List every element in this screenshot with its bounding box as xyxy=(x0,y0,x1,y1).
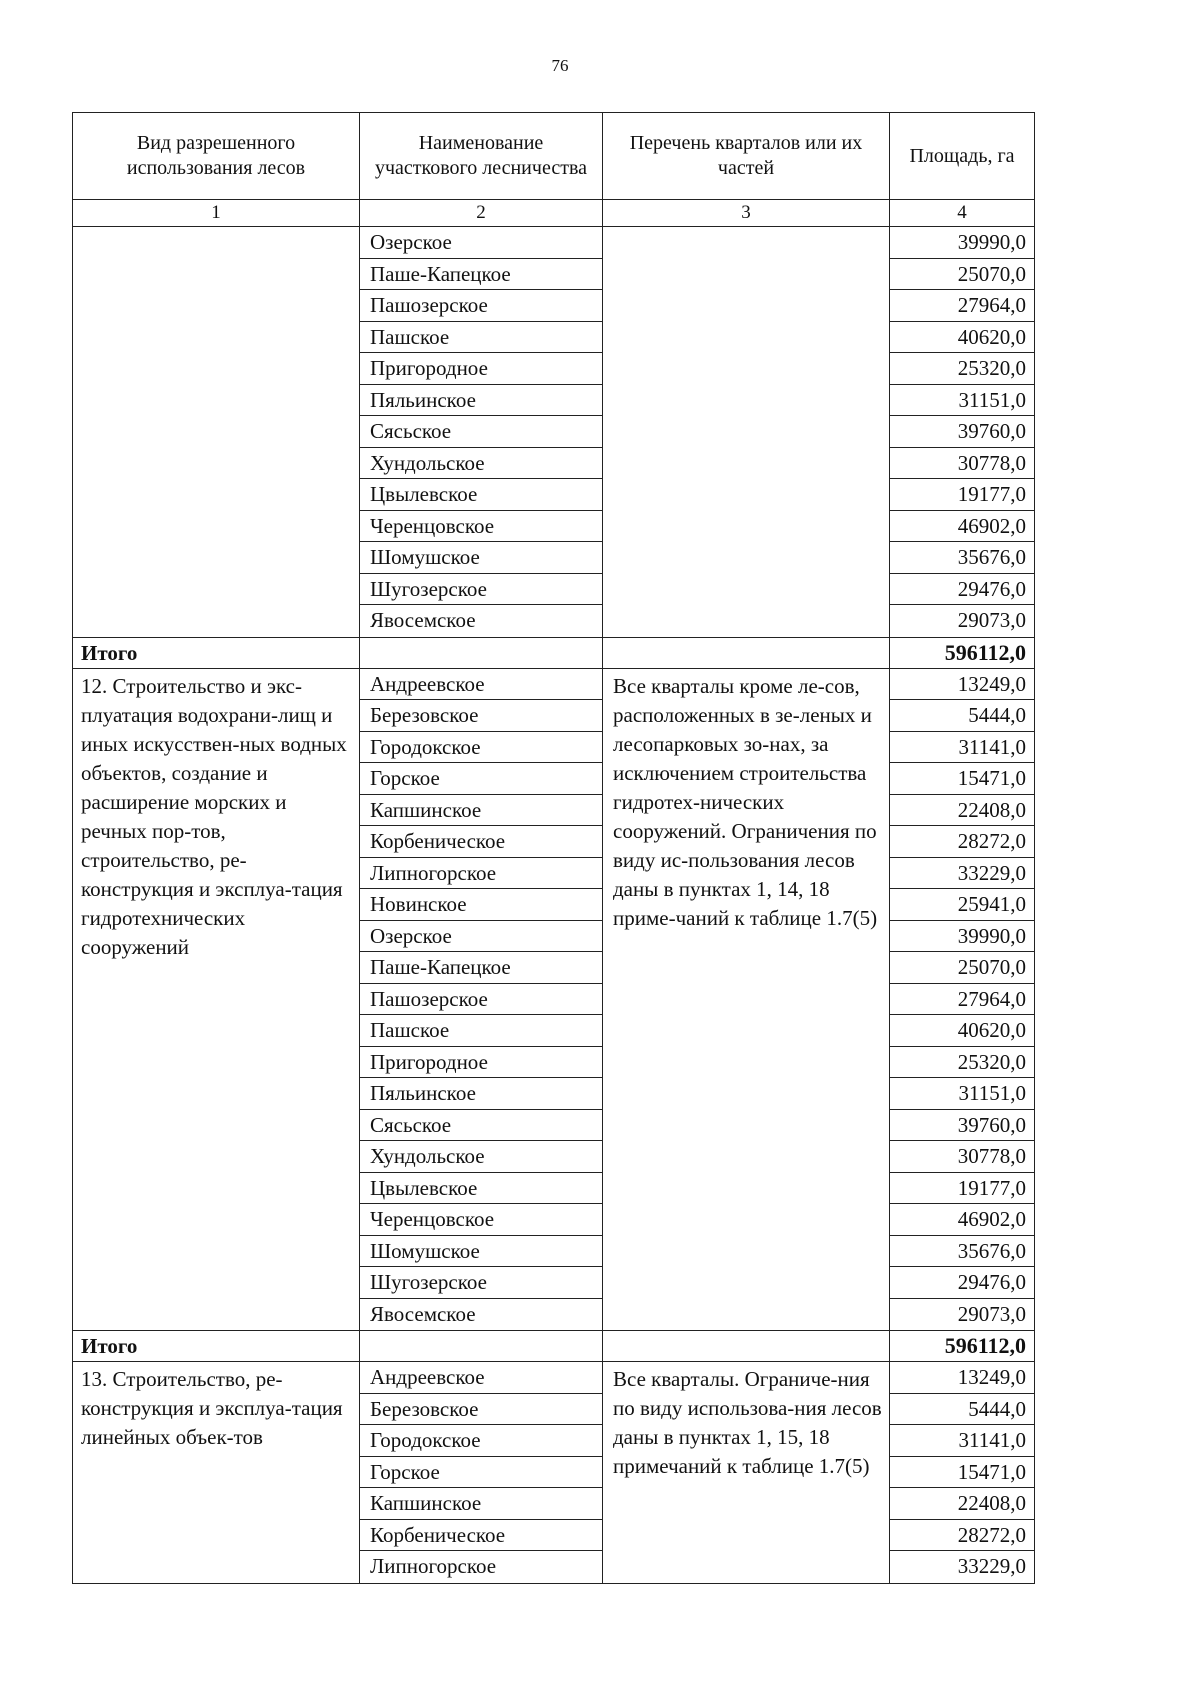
forestry-name: Сясьское xyxy=(360,416,602,448)
forestry-area: 35676,0 xyxy=(890,542,1034,574)
forestry-name: Паше-Капецкое xyxy=(360,259,602,291)
forestry-name: Паше-Капецкое xyxy=(360,952,602,984)
total-value: 596112,0 xyxy=(890,1331,1035,1362)
forestry-name: Шомушское xyxy=(360,1236,602,1268)
use-type-cell xyxy=(73,227,360,638)
forestry-name: Березовское xyxy=(360,700,602,732)
header-area: Площадь, га xyxy=(890,113,1035,200)
quarters-cell xyxy=(603,227,890,638)
empty-cell xyxy=(360,1331,603,1362)
forestry-name: Пашское xyxy=(360,1015,602,1047)
forestry-name: Городокское xyxy=(360,732,602,764)
section-row xyxy=(73,668,1035,1331)
forestry-area: 39760,0 xyxy=(890,1110,1034,1142)
forestry-name: Озерское xyxy=(360,921,602,953)
forestry-area: 13249,0 xyxy=(890,669,1034,701)
total-row xyxy=(73,1331,1035,1362)
empty-cell xyxy=(360,637,603,668)
use-type-cell: 13. Строительство, ре-конструкция и эксплуа-тация линейных объек-тов xyxy=(73,1362,360,1584)
total-value: 596112,0 xyxy=(890,637,1035,668)
forestry-name: Капшинское xyxy=(360,795,602,827)
forestry-area: 25320,0 xyxy=(890,353,1034,385)
forestry-name: Пашозерское xyxy=(360,290,602,322)
forestry-area: 5444,0 xyxy=(890,700,1034,732)
forestry-name: Шомушское xyxy=(360,542,602,574)
area-list xyxy=(890,668,1035,1331)
forestry-area: 25070,0 xyxy=(890,259,1034,291)
forestry-name: Цвылевское xyxy=(360,1173,602,1205)
forestry-area: 39990,0 xyxy=(890,921,1034,953)
forestry-area: 30778,0 xyxy=(890,448,1034,480)
forestry-area: 40620,0 xyxy=(890,1015,1034,1047)
forestry-name: Озерское xyxy=(360,227,602,259)
forestry-name: Черенцовское xyxy=(360,1204,602,1236)
forest-use-table xyxy=(72,112,1035,1584)
area-list xyxy=(890,1362,1035,1584)
forestry-list xyxy=(360,227,603,638)
forestry-name: Пригородное xyxy=(360,1047,602,1079)
forestry-area: 40620,0 xyxy=(890,322,1034,354)
forestry-name: Явосемское xyxy=(370,1301,476,1326)
use-type-cell: 12. Строительство и экс-плуатация водохрани-лищ и иных искусствен-ных водных объектов, создание и расширение морских и речных пор-тов, строительство, ре-конструкция и эксплуа-тация гидротехнических сооружений xyxy=(73,668,360,1331)
forestry-name: Липногорское xyxy=(360,858,602,890)
forestry-name: Корбеническое xyxy=(360,826,602,858)
forestry-name: Горское xyxy=(360,1457,602,1489)
forestry-area: 22408,0 xyxy=(890,795,1034,827)
forestry-area: 28272,0 xyxy=(890,826,1034,858)
forestry-area: 19177,0 xyxy=(890,479,1034,511)
forestry-name: Андреевское xyxy=(360,669,602,701)
forestry-name: Шугозерское xyxy=(360,1267,602,1299)
empty-cell xyxy=(603,1331,890,1362)
empty-cell xyxy=(603,637,890,668)
forestry-area: 30778,0 xyxy=(890,1141,1034,1173)
header-forestry-name: Наименование участкового лесничества xyxy=(360,113,603,200)
forestry-area: 5444,0 xyxy=(890,1394,1034,1426)
column-number: 2 xyxy=(360,200,603,227)
forestry-area: 46902,0 xyxy=(890,511,1034,543)
quarters-cell: Все кварталы. Ограниче-ния по виду использова-ния лесов даны в пунктах 1, 15, 18 примечаний к таблице 1.7(5) xyxy=(603,1362,890,1584)
forestry-area: 29073,0 xyxy=(957,1301,1026,1326)
forestry-name: Хундольское xyxy=(360,448,602,480)
section-row xyxy=(73,1362,1035,1584)
forestry-area: 31141,0 xyxy=(890,732,1034,764)
forestry-area: 33229,0 xyxy=(890,858,1034,890)
total-label: Итого xyxy=(73,637,360,668)
quarters-cell: Все кварталы кроме ле-сов, расположенных в зе-леных и лесопарковых зо-нах, за исключением строительства гидротех-нических сооружений. Ограничения по виду ис-пользования лесов даны в пунктах 1, 14, 18 приме-чаний к таблице 1.7(5) xyxy=(603,668,890,1331)
forestry-name: Горское xyxy=(360,763,602,795)
forestry-area: 25070,0 xyxy=(890,952,1034,984)
forestry-name: Березовское xyxy=(360,1394,602,1426)
total-label: Итого xyxy=(73,1331,360,1362)
forestry-area: 25320,0 xyxy=(890,1047,1034,1079)
area-list xyxy=(890,227,1035,638)
forestry-area: 13249,0 xyxy=(890,1362,1034,1394)
forestry-name: Явосемское xyxy=(370,608,476,632)
forestry-area: 25941,0 xyxy=(890,889,1034,921)
total-row xyxy=(73,637,1035,668)
header-use-type: Вид разрешенного использования лесов xyxy=(73,113,360,200)
forestry-name: Хундольское xyxy=(360,1141,602,1173)
forestry-area: 15471,0 xyxy=(890,763,1034,795)
forestry-area: 31151,0 xyxy=(890,1078,1034,1110)
forestry-name: Цвылевское xyxy=(360,479,602,511)
forestry-area: 19177,0 xyxy=(890,1173,1034,1205)
forestry-area: 31141,0 xyxy=(890,1425,1034,1457)
forestry-area: 15471,0 xyxy=(890,1457,1034,1489)
forestry-area: 39760,0 xyxy=(890,416,1034,448)
forestry-name: Пяльинское xyxy=(360,1078,602,1110)
column-number: 1 xyxy=(73,200,360,227)
forestry-list xyxy=(360,668,603,1331)
section-row xyxy=(73,227,1035,638)
forestry-name: Капшинское xyxy=(360,1488,602,1520)
forestry-list xyxy=(360,1362,603,1584)
column-number: 3 xyxy=(603,200,890,227)
forestry-area: 33229,0 xyxy=(957,1554,1026,1578)
forestry-name: Черенцовское xyxy=(360,511,602,543)
forestry-name: Андреевское xyxy=(360,1362,602,1394)
forestry-name: Пяльинское xyxy=(360,385,602,417)
forestry-area: 27964,0 xyxy=(890,984,1034,1016)
page-number: 76 xyxy=(551,56,569,75)
forestry-name: Пригородное xyxy=(360,353,602,385)
forestry-area: 27964,0 xyxy=(890,290,1034,322)
forestry-area: 31151,0 xyxy=(890,385,1034,417)
forestry-name: Новинское xyxy=(360,889,602,921)
column-number: 4 xyxy=(890,200,1035,227)
forestry-name: Пашозерское xyxy=(360,984,602,1016)
header-quarters: Перечень кварталов или их частей xyxy=(603,113,890,200)
forestry-area: 29073,0 xyxy=(957,608,1026,632)
forestry-name: Шугозерское xyxy=(360,574,602,606)
forestry-area: 22408,0 xyxy=(890,1488,1034,1520)
forestry-name: Городокское xyxy=(360,1425,602,1457)
forestry-area: 29476,0 xyxy=(890,1267,1034,1299)
forestry-area: 39990,0 xyxy=(890,227,1034,259)
forestry-name: Корбеническое xyxy=(360,1520,602,1552)
forestry-area: 29476,0 xyxy=(890,574,1034,606)
forestry-name: Пашское xyxy=(360,322,602,354)
forestry-area: 46902,0 xyxy=(890,1204,1034,1236)
forestry-area: 35676,0 xyxy=(890,1236,1034,1268)
forestry-name: Липногорское xyxy=(370,1554,497,1578)
forestry-area: 28272,0 xyxy=(890,1520,1034,1552)
forestry-name: Сясьское xyxy=(360,1110,602,1142)
